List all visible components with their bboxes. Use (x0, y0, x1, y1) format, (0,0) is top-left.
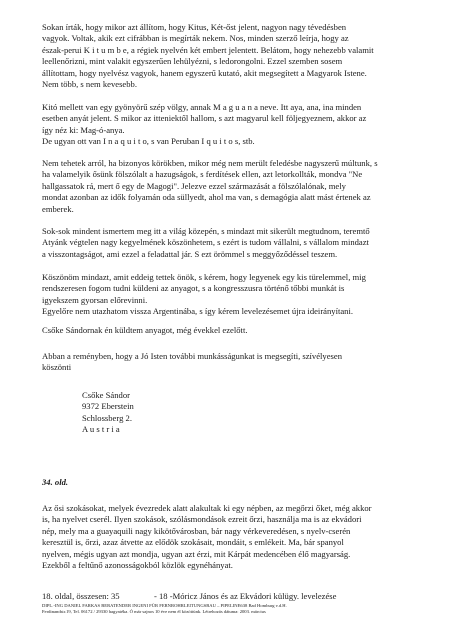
text-line: Atyánk végtelen nagy kegyelmének köszönhetem, s ezért is tudom vállalni, s vállalom mindazt (42, 237, 369, 248)
text-line: Abban a reményben, hogy a Jó Isten további munkásságunkat is megsegíti, szívélyesen (42, 351, 342, 361)
text-line: is, ha nyelvet cserél. Ilyen szokások, szólásmondások ezreit őrzi, használja ma is az ekvádori (42, 514, 362, 525)
text-line: mondat azonban az idők folyamán oda süllyedt, ahol ma van, s demagógia alatt mást értenek az (42, 192, 371, 203)
paragraph-kitus (42, 22, 412, 90)
text-line: nép, mely ma a guayaquili nagy kikötővárosban, bár nagy vérkeveredésen, s nyelv-cserén (42, 525, 351, 536)
text-line: Az ősi szokásokat, melyek évezredek alatt alakultak ki egy népben, az megőrzi őket, még akkor (42, 503, 372, 513)
footer-title: - 18 -Móricz János és az Ekvádori külügy. levelezése (154, 591, 337, 601)
address-block (82, 390, 282, 436)
address-line: Csőke Sándor (82, 390, 130, 400)
text-line: Csőke Sándornak én küldtem anyagot, még évekkel ezelőtt. (42, 325, 248, 335)
text-line: köszönti (42, 362, 72, 373)
text-line: De ugyan ott van I n a q u i t o, s van Peruban I q u i t o s, stb. (42, 136, 255, 147)
text-line: hallgassatok rá, mert ő egy de Magogi". Jelezve ezzel származását a fölszólalónak, mely (42, 180, 346, 191)
address-line: A u s t r i a (82, 424, 120, 435)
section-heading: 34. old. (42, 477, 69, 487)
text-line: emberek. (42, 203, 74, 214)
text-line: Egyelőre nem utazhatom vissza Argentinába, s így kérem levelezésemet újra ideirányítani. (42, 306, 354, 317)
paragraph-maguana (42, 102, 412, 148)
text-line: Nem több, s nem kevesebb. (42, 79, 137, 90)
paragraph-closing-greeting (42, 351, 412, 374)
text-line: a visszontagságot, ami ezzel a feladattal jár. S ezt örömmel s meggyőződéssel teszem. (42, 248, 338, 259)
text-line: Ezekből a feltűnő azonosságokból közlök egynéhányat. (42, 560, 233, 571)
address-line: Schlossberg 2. (82, 412, 132, 423)
footer-credit-line: DIPL.-ING DANIEL FARKAS BERATENDER INGENI FÜR FERNROHRLEITUNGSBAU – PIPELINE638 Bad Homburg v.d.H. (42, 603, 287, 608)
text-line: Kitó mellett van egy gyönyörű szép völgy, annak M a g u a n a neve. Itt aya, ana, ina minden (42, 102, 362, 112)
text-line: állítottam, hogy nyelvész vagyok, hanem egyszerű kutató, akit megsegített a Magyarok Istene. (42, 67, 367, 78)
text-line: így néz ki: Mag-ó-anya. (42, 124, 125, 135)
paragraph-vilag-kozepe (42, 226, 412, 260)
footer-page-info: 18. oldal, összesen: 35 (42, 591, 120, 601)
text-line: Sokan írták, hogy mikor azt állítom, hogy Kitus, Két-őst jelent, nagyon nagy tévedésben (42, 22, 347, 32)
text-line: igyekszem gyorsan előrevinni. (42, 294, 148, 305)
paragraph-csoke (42, 325, 412, 336)
text-line: nyelven, mégis ugyan azt mondja, ugyan azt érzi, mit Kárpát medencében élő magyarság. (42, 548, 351, 559)
text-line: keresztül is, őrzi, azaz átvette az elődök szokásait, mondáit, s emlékeit. Ma, bár spanyol (42, 537, 344, 548)
paragraph-magogi (42, 158, 412, 215)
footer-credit-line: Ferdinandstr.19, Tel. 06172 / 29330 hagyatéka. Ó már sajnos 10 éve nem él közöttünk. Létrehozás dátuma: 2003. március (42, 609, 266, 614)
text-line: leellenőrizni, mint valakit egyszerűen lehülyézni, s ledorongolni. Ezzel szemben sosem (42, 56, 343, 67)
text-line: Sok-sok mindent ismertem meg itt a világ közepén, s mindazt mit sikerült megtudnom, teremtő (42, 226, 370, 236)
paragraph-koszonom (42, 272, 412, 318)
text-line: észak-perui K i t u m b e, a régiek nyelvén két embert jelentett. Belátom, hogy nehezebb valamit (42, 44, 374, 55)
paragraph-osi-szokasok (42, 503, 412, 571)
text-line: rendszeresen fogom tudni küldeni az anyagot, s a kongresszusra történő tőbbi munkát is (42, 283, 345, 294)
text-line: vagyok. Voltak, akik ezt cifrábban is megírták nekem. Nos, minden szerző leírja, hogy az (42, 33, 349, 44)
address-line: 9372 Eberstein (82, 401, 134, 412)
text-line: Nem tehetek arról, ha bizonyos körökben, mikor még nem merült feledésbe nagyszerű múltunk, s (42, 158, 378, 168)
text-line: Köszönöm mindazt, amit eddeig tettek önök, s kérem, hogy legyenek egy kis türelemmel, mig (42, 272, 366, 282)
text-line: esetben anyát jelent. S mikor az itteniektől hallom, s azt magyarul kell följegyeznem, akkor az (42, 113, 367, 124)
text-line: ha valamelyik ősünk fölszólalt a hazugságok, s ferdítések ellen, azt letorkollták, mondva "Ne (42, 169, 363, 180)
